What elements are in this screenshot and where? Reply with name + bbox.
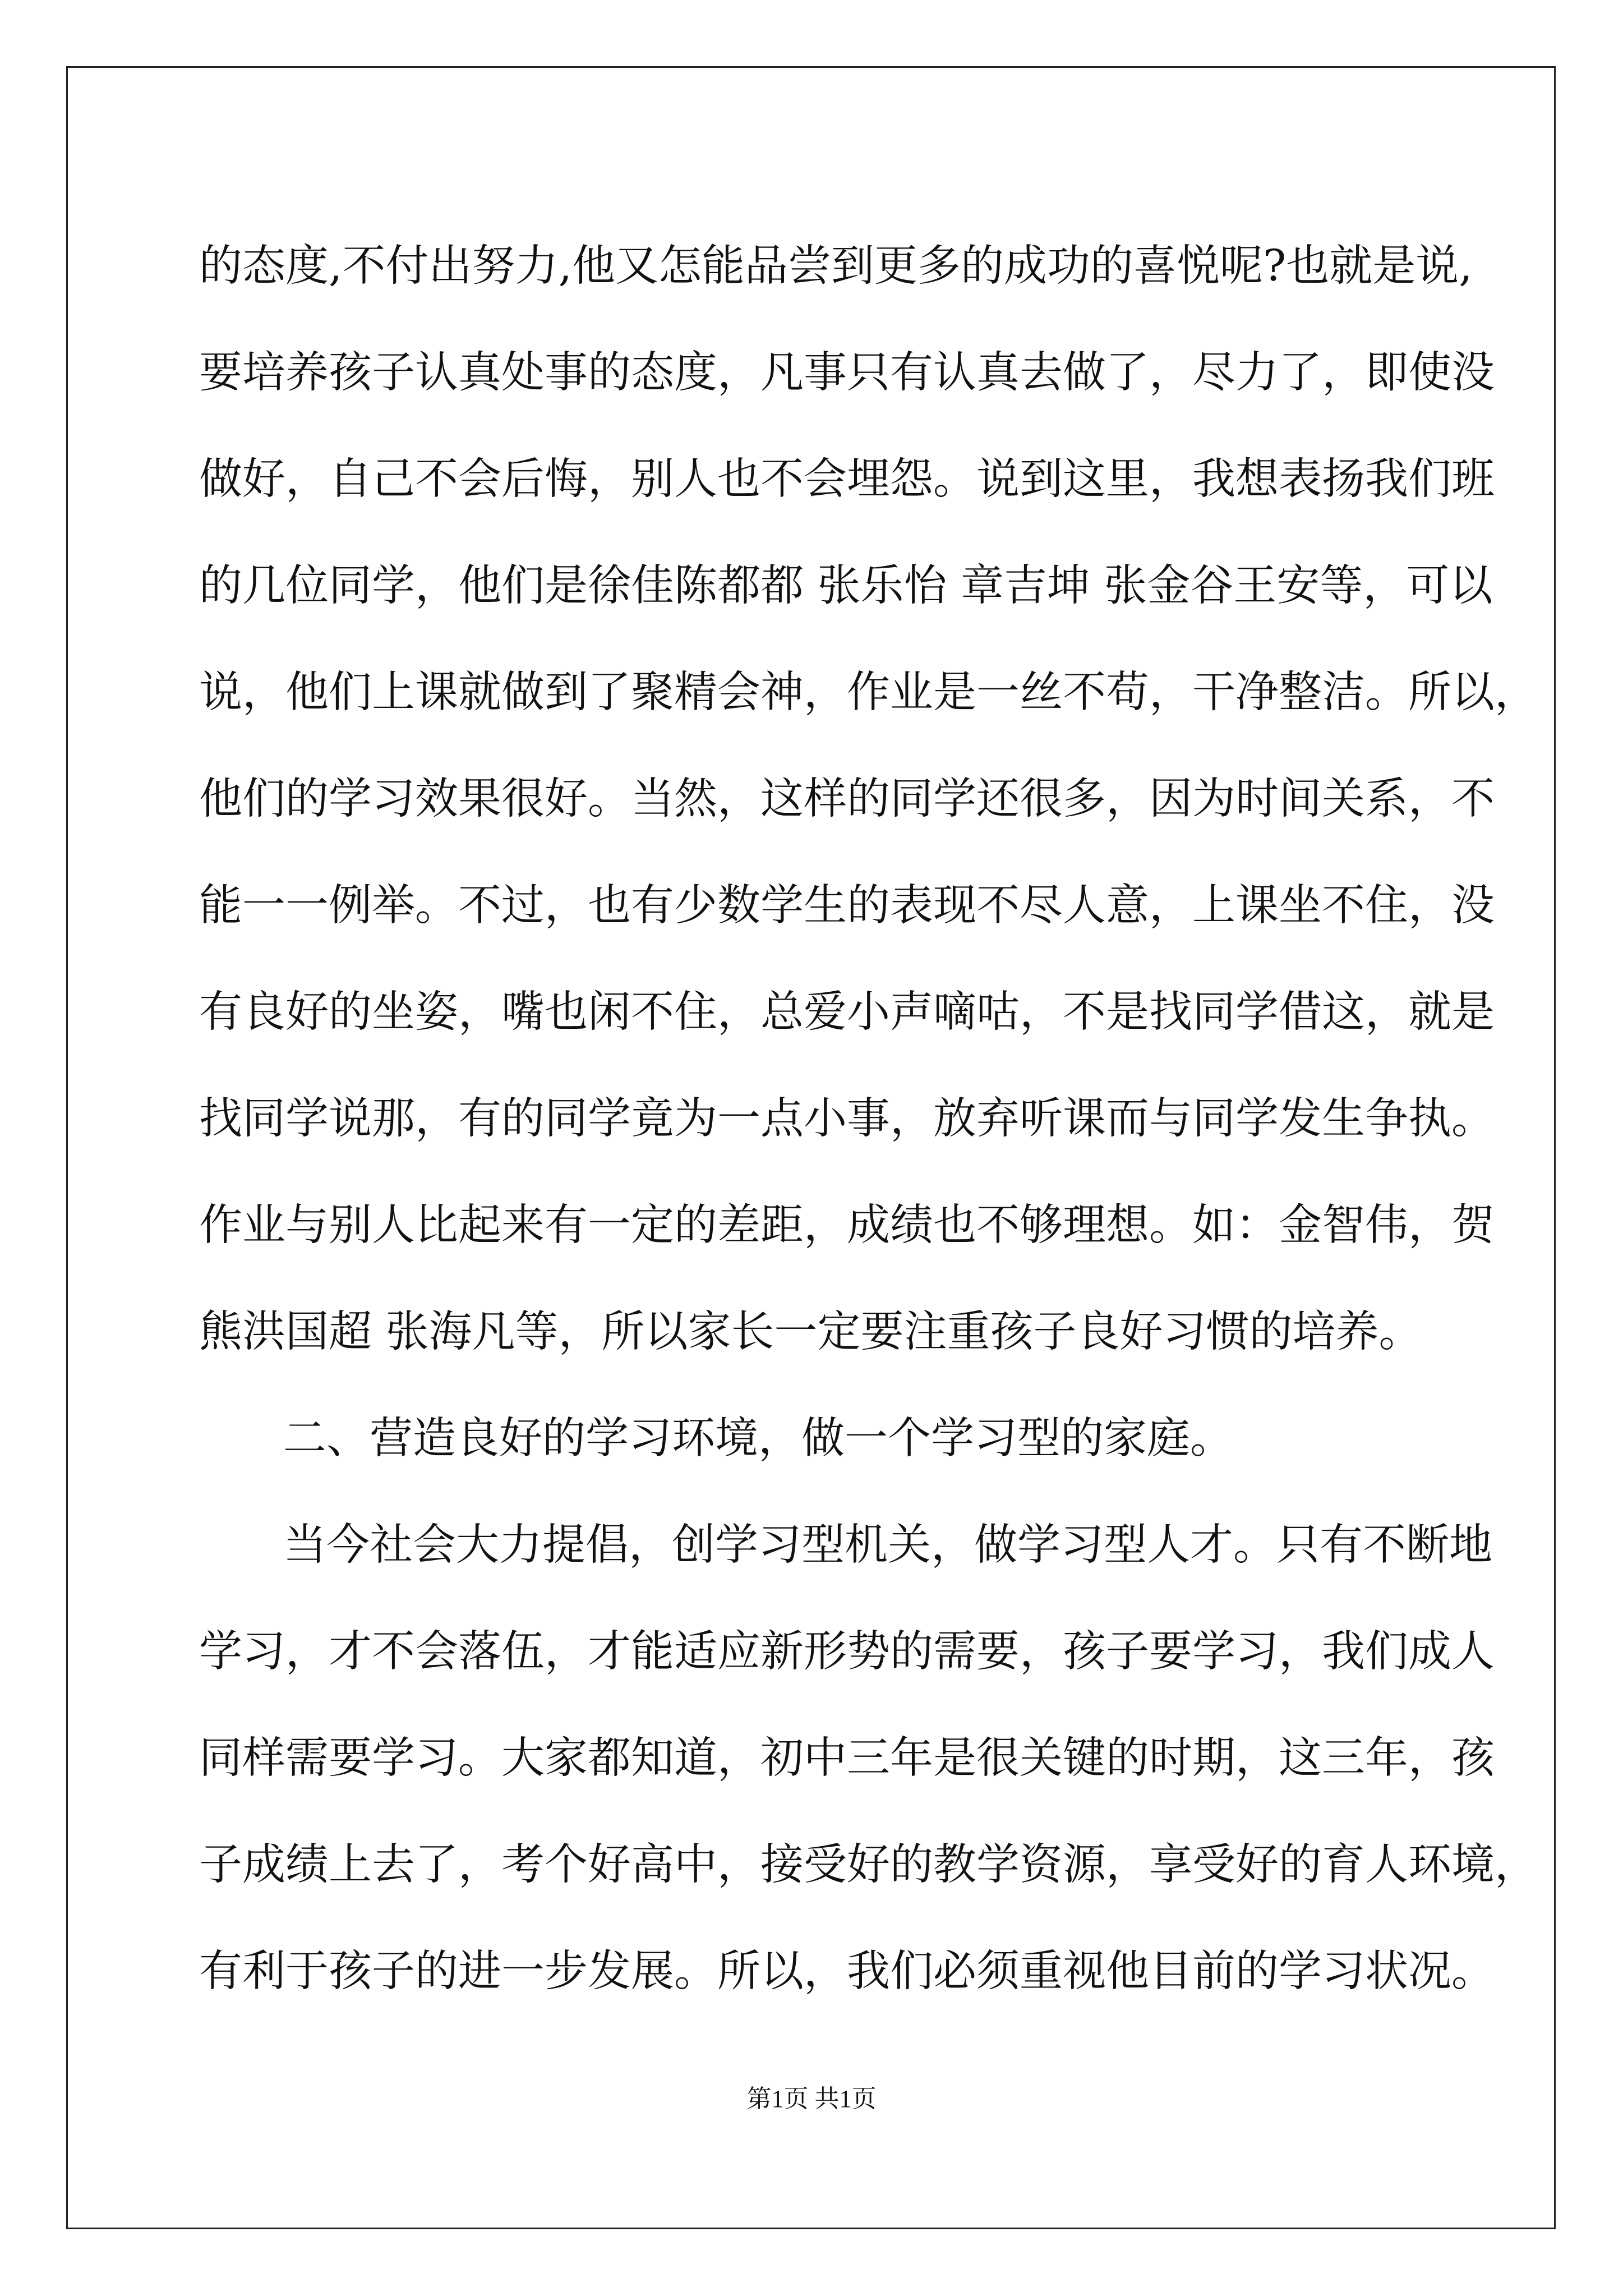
text-line: 要培养孩子认真处事的态度，凡事只有认真去做了，尽力了，即使没	[199, 348, 1495, 398]
text-line: 子成绩上去了，考个好高中，接受好的教学资源，享受好的育人环境，	[199, 1840, 1538, 1890]
page-number-footer: 第1页 共1页	[746, 2085, 877, 2113]
text-line: 学习，才不会落伍，才能适应新形势的需要，孩子要学习，我们成人	[199, 1627, 1495, 1677]
paragraph-first-line: 当今社会大力提倡，创学习型机关，做学习型人才。只有不断地	[283, 1520, 1492, 1570]
text-line: 的几位同学，他们是徐佳陈都都 张乐怡 章吉坤 张金谷王安等，可以	[199, 561, 1493, 611]
text-line: 的态度,不付出努力,他又怎能品尝到更多的成功的喜悦呢?也就是说,	[199, 241, 1473, 291]
text-line: 作业与别人比起来有一定的差距，成绩也不够理想。如：金智伟，贺	[199, 1200, 1495, 1250]
section-heading: 二、营造良好的学习环境，做一个学习型的家庭。	[283, 1414, 1233, 1464]
text-line: 熊洪国超 张海凡等，所以家长一定要注重孩子良好习惯的培养。	[199, 1307, 1422, 1357]
text-line: 说，他们上课就做到了聚精会神，作业是一丝不苟，干净整洁。所以，	[199, 668, 1538, 717]
text-line: 同样需要学习。大家都知道，初中三年是很关键的时期，这三年，孩	[199, 1733, 1495, 1783]
text-line: 做好，自己不会后悔，别人也不会埋怨。说到这里，我想表扬我们班	[199, 454, 1495, 504]
document-body	[199, 213, 1538, 2025]
text-line: 找同学说那，有的同学竟为一点小事，放弃听课而与同学发生争执。	[199, 1094, 1495, 1144]
text-line: 有良好的坐姿，嘴也闲不住，总爱小声嘀咕，不是找同学借这，就是	[199, 987, 1495, 1037]
text-line: 能一一例举。不过，也有少数学生的表现不尽人意，上课坐不住，没	[199, 881, 1495, 931]
text-line: 有利于孩子的进一步发展。所以，我们必须重视他目前的学习状况。	[199, 1947, 1495, 1996]
text-line: 他们的学习效果很好。当然，这样的同学还很多，因为时间关系，不	[199, 774, 1495, 824]
